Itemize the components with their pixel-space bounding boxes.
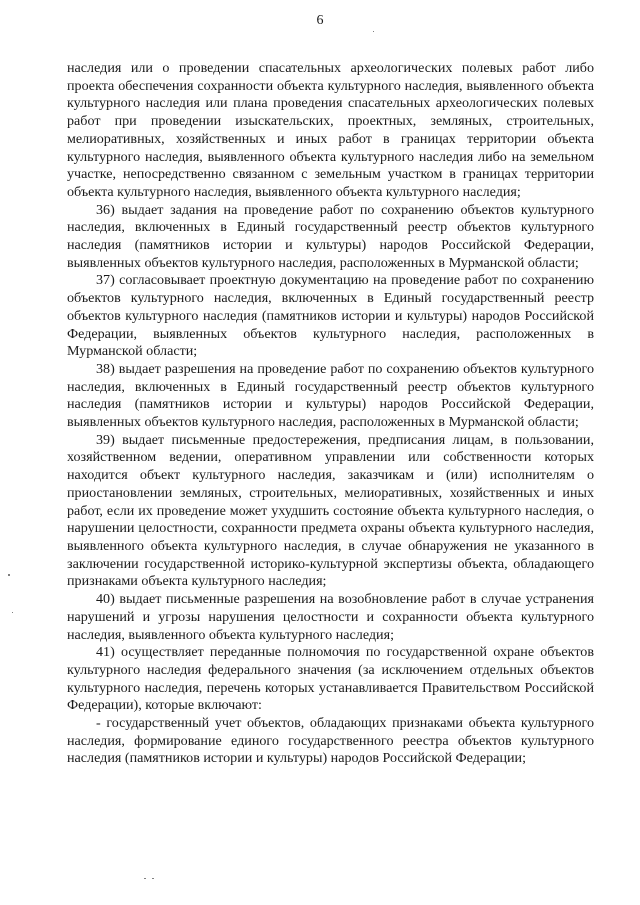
scan-speck: [8, 574, 10, 576]
paragraph-continuation: наследия или о проведении спасательных археологических полевых работ либо проекта обеспечения сохранности объекта культурного наследия, выявленного объекта культурного наследия или плана проведения спасательных археологических полевых работ при проведении изыскательских, проектных, земляных, строительных, мелиоративных, хозяйственных и иных работ в границах территории объекта культурного наследия, выявленного объекта культурного наследия либо на земельном участке, непосредственно связанном с земельным участком в границах территории объекта культурного наследия, выявленного объекта культурного наследия;: [67, 60, 594, 200]
paragraph-item-41: 41) осуществляет переданные полномочия по государственной охране объектов культурного наследия федерального значения (за исключением отдельных объектов культурного наследия, перечень которых устанавливается Правительством Российской Федерации), которые включают:: [67, 644, 594, 714]
paragraph-subitem-state-registry: - государственный учет объектов, обладающих признаками объекта культурного наследия, формирование единого государственного реестра объектов культурного наследия (памятников истории и культуры) народов Российской Федерации;: [67, 715, 594, 767]
paragraph-item-36: 36) выдает задания на проведение работ по сохранению объектов культурного наследия, включенных в Единый государственный реестр объектов культурного наследия (памятников истории и культуры) народов Российской Федерации, выявленных объектов культурного наследия, расположенных в Мурманской области;: [67, 201, 594, 271]
paragraph-item-40: 40) выдает письменные разрешения на возобновление работ в случае устранения нарушений и угрозы нарушения целостности и сохранности объекта культурного наследия, выявленного объекта культурного наследия;: [67, 591, 594, 643]
scan-speck: [152, 878, 154, 879]
scan-speck: [12, 612, 13, 613]
paragraph-item-37: 37) согласовывает проектную документацию на проведение работ по сохранению объектов культурного наследия, включенных в Единый государственный реестр объектов культурного наследия (памятников истории и культуры) народов Российской Федерации, выявленных объектов культурного наследия, расположенных в Мурманской области;: [67, 272, 594, 360]
scan-speck: [144, 878, 146, 879]
body-text: [67, 60, 594, 768]
scan-speck: [373, 31, 374, 32]
paragraph-item-38: 38) выдает разрешения на проведение работ по сохранению объектов культурного наследия, включенных в Единый государственный реестр объектов культурного наследия (памятников истории и культуры) народов Российской Федерации, выявленных объектов культурного наследия, расположенных в Мурманской области;: [67, 360, 594, 431]
page-number: 6: [316, 13, 324, 28]
paragraph-item-39: 39) выдает письменные предостережения, предписания лицам, в пользовании, хозяйственном ведении, оперативном управлении или собственности которых находится объект культурного наследия, заказчикам и (или) исполнителям о приостановлении земляных, строительных, мелиоративных, хозяйственных и иных работ, если их проведение может ухудшить состояние объекта культурного наследия, о нарушении целостности, сохранности предмета охраны объекта культурного наследия, выявленного объекта культурного наследия, в случае обнаружения не указанного в заключении государственной историко-культурной экспертизы объекта, обладающего признаками объекта культурного наследия;: [67, 431, 594, 590]
